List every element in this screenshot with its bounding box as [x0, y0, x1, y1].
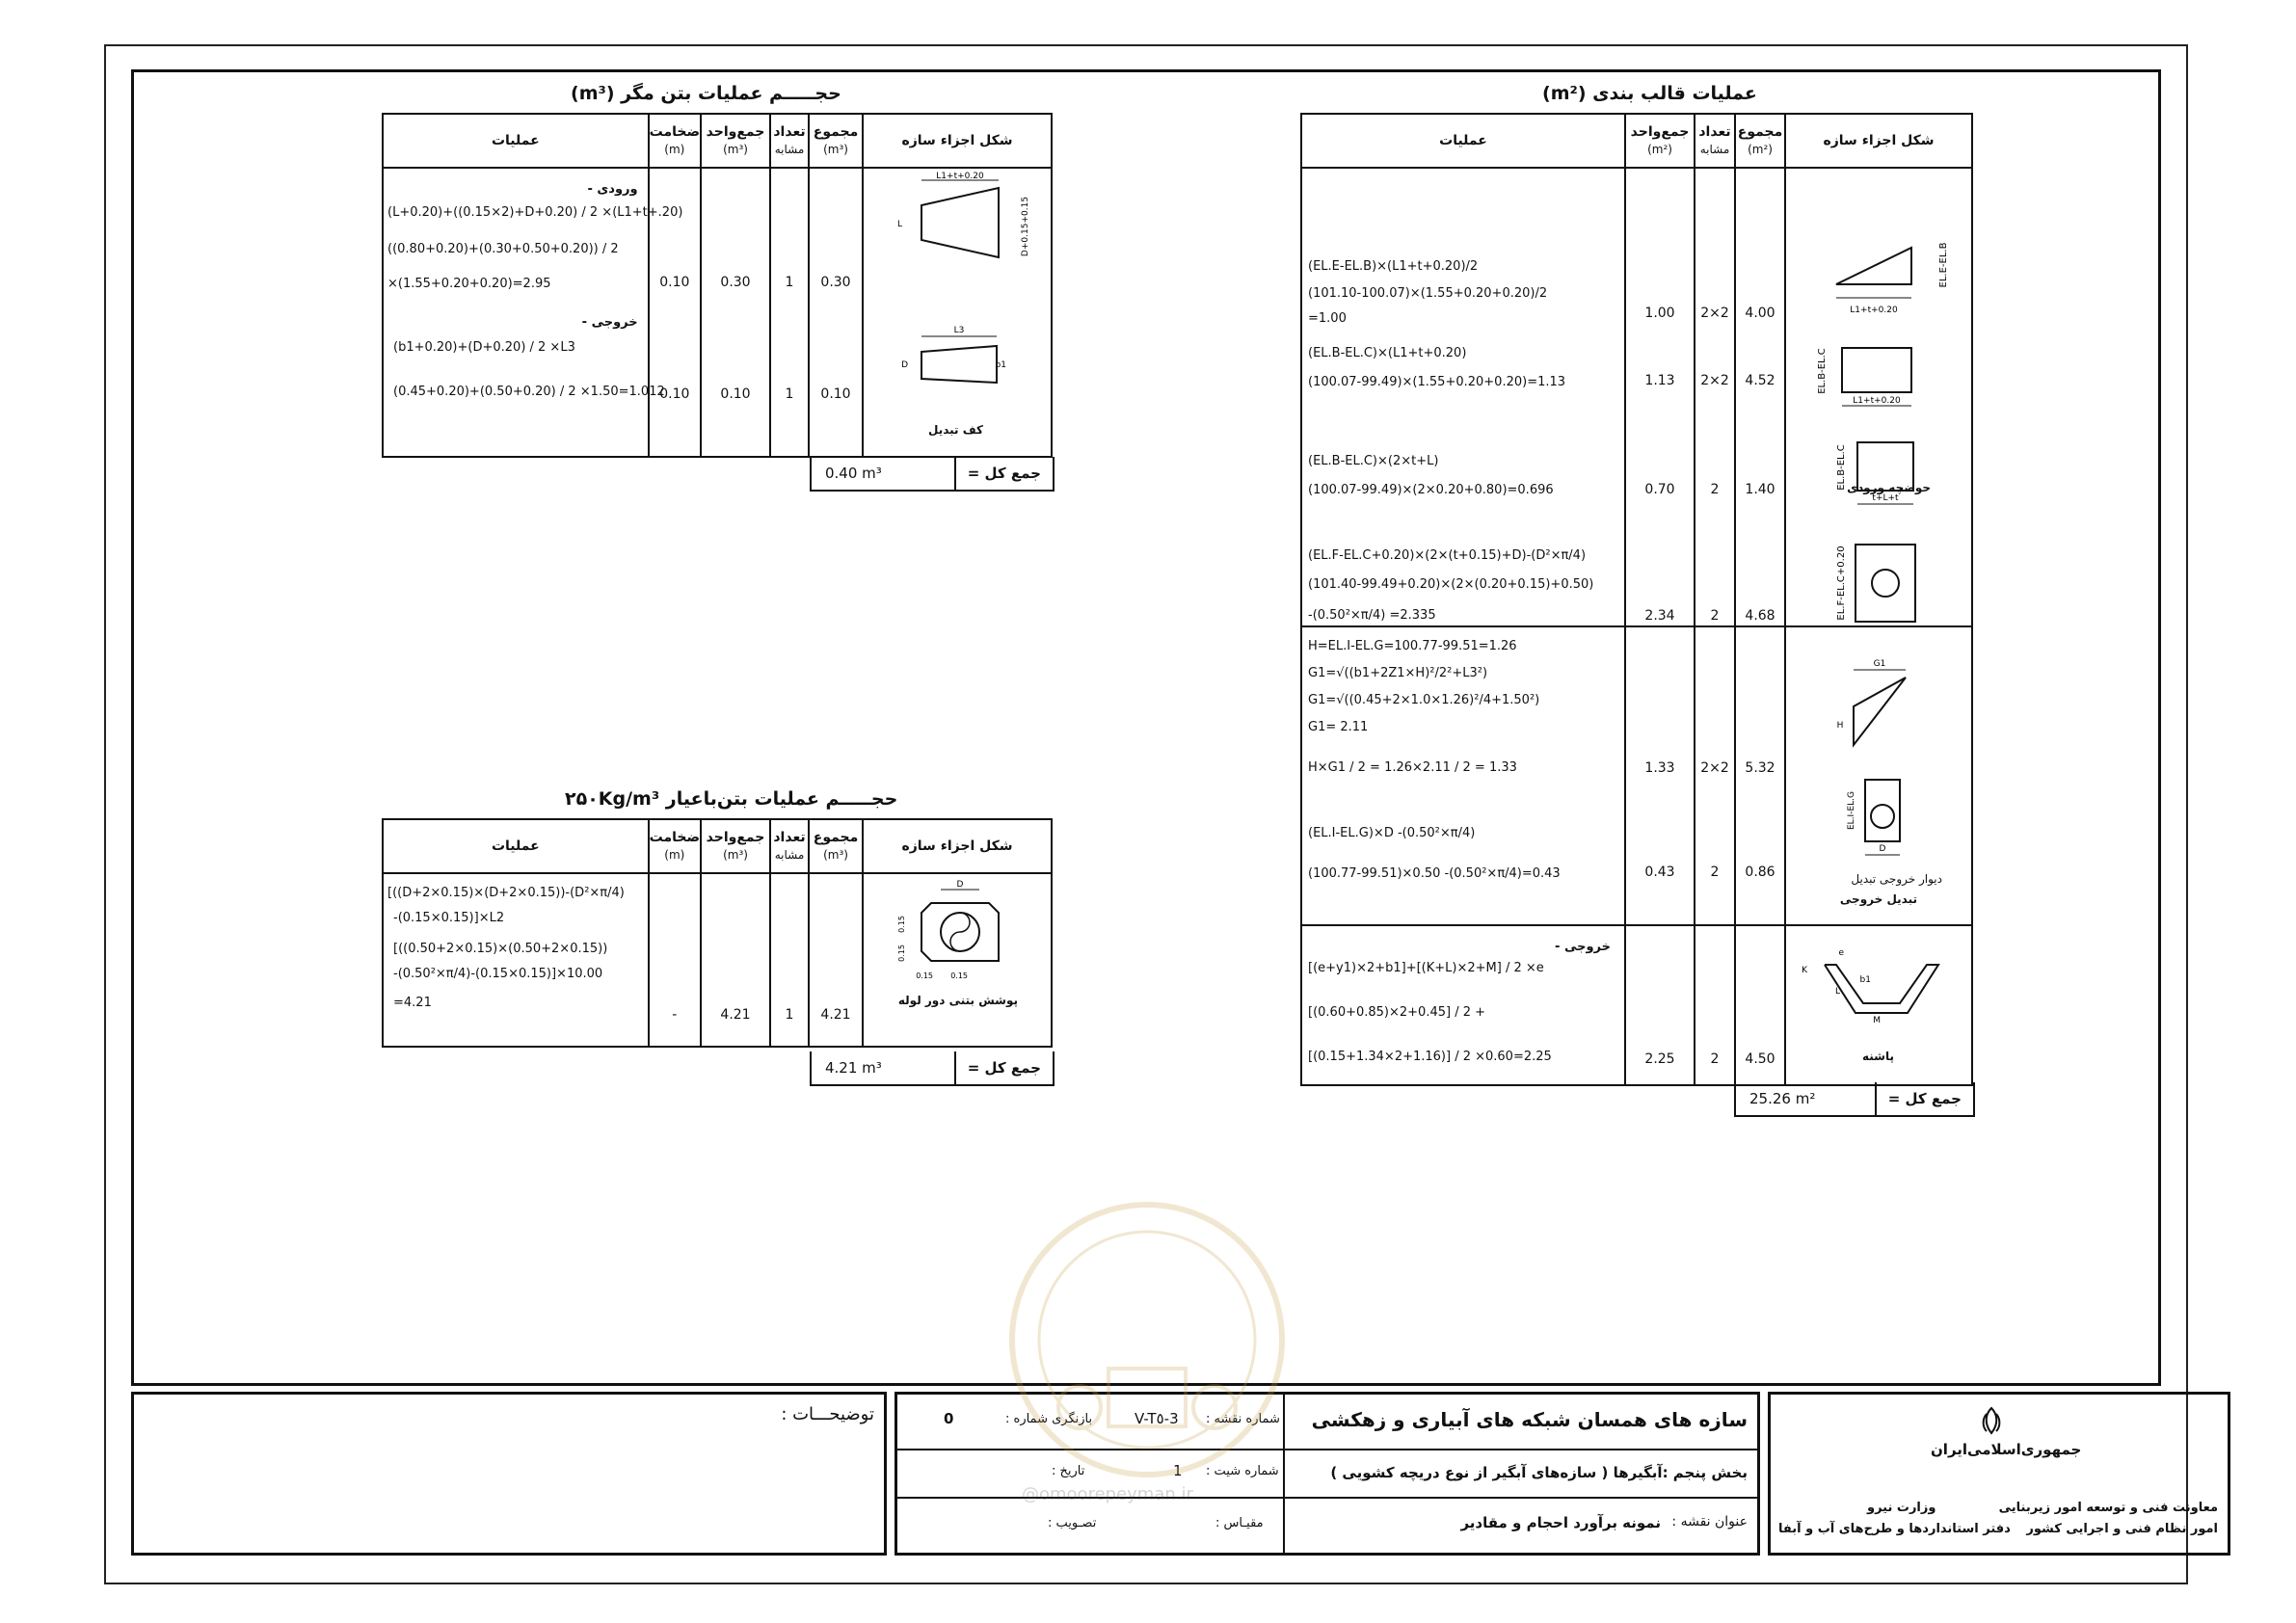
structural-unit-cell [701, 873, 770, 1047]
header-operations: عملیات [383, 114, 649, 168]
total-value: 25.26 m² [1736, 1082, 1877, 1115]
unit-value: 0.10 [720, 386, 751, 402]
total-value: 5.32 [1745, 760, 1775, 776]
heel-label: پاشنه [1862, 1050, 1894, 1063]
header-count: تعداد مشابه [770, 114, 809, 168]
count-value: 2 [1710, 608, 1720, 624]
op-line: [(0.15+1.34×2+1.16)] / 2 ×0.60=2.25 [1308, 1050, 1552, 1064]
svg-text:L1+t+0.20: L1+t+0.20 [936, 172, 984, 181]
op-line: G1=√((b1+2Z1×H)²/2²+L3²) [1308, 666, 1488, 680]
total-value: 4.50 [1745, 1051, 1775, 1067]
formwork-ops-cell [1301, 626, 1625, 925]
section-title: بخش پنجم :آبگیرها ( سازه‌های آبگیر از نوع دریچه کشویی ) [1330, 1464, 1748, 1481]
formwork-table [1300, 113, 1973, 1086]
formwork-unit-cell [1625, 168, 1695, 626]
shape-cell-inlet [1785, 168, 1972, 626]
svg-text:L3: L3 [953, 326, 965, 335]
shape-cell-pipe-encasement [863, 873, 1052, 1047]
svg-text:b1: b1 [1859, 975, 1871, 985]
shape-cell-transition-floor [863, 168, 1052, 457]
lean-unit-cell [701, 168, 770, 457]
formwork-ops-cell [1301, 168, 1625, 626]
total-value: 0.10 [820, 386, 851, 402]
total-label: جمع کل = [1887, 1090, 1962, 1107]
op-line: (L+0.20)+((0.15×2)+D+0.20) / 2 ×(L1+t+.20) [387, 205, 683, 220]
approval-label: تصـویب : [1048, 1516, 1097, 1530]
header-unit-sum: جمع‌واحد (m²) [1625, 114, 1695, 168]
op-line: (100.07-99.49)×(2×0.20+0.80)=0.696 [1308, 483, 1554, 497]
op-line: (101.40-99.49+0.20)×(2×(0.20+0.15)+0.50) [1308, 577, 1594, 592]
total-value: 4.21 [820, 1007, 851, 1023]
formwork-count-cell [1695, 168, 1735, 626]
org-line-1: معاونت فنی و توسعه امور زیربنایی [1998, 1501, 2218, 1515]
inlet-label: حوضچه ورودی [1847, 481, 1931, 494]
drawing-title: نمونه برآورد احجام و مقادیر [1460, 1514, 1661, 1531]
svg-text:b1: b1 [995, 360, 1006, 370]
total-value: 4.68 [1745, 608, 1775, 624]
revision-label: بازنگری شماره : [1005, 1412, 1093, 1426]
watermark-seal-icon [1002, 1195, 1292, 1484]
formwork-total-box [1734, 1082, 1975, 1117]
count-value: 2×2 [1700, 760, 1729, 776]
svg-text:L1+t+0.20: L1+t+0.20 [1853, 396, 1901, 406]
count-value: 1 [785, 275, 794, 290]
header-count: تعداد مشابه [1695, 114, 1735, 168]
svg-text:L1+t+0.20: L1+t+0.20 [1850, 306, 1898, 315]
op-line: (0.45+0.20)+(0.50+0.20) / 2 ×1.50=1.012 [393, 385, 665, 399]
pipe-encasement-label: پوشش بتنی دور لوله [897, 994, 1018, 1007]
svg-text:D: D [901, 360, 908, 370]
svg-text:EL.I-EL.G: EL.I-EL.G [1847, 791, 1856, 830]
lean-total-cell [809, 168, 863, 457]
header-unit-sum: جمع‌واحد (m³) [701, 114, 770, 168]
op-line: (EL.E-EL.B)×(L1+t+0.20)/2 [1308, 259, 1479, 274]
op-line: (EL.B-EL.C)×(L1+t+0.20) [1308, 346, 1467, 360]
svg-text:M: M [1873, 1016, 1881, 1025]
formwork-unit-cell [1625, 626, 1695, 925]
header-shape: شکل اجزاء سازه [863, 819, 1052, 873]
total-value: 0.30 [820, 275, 851, 290]
svg-text:EL.B-EL.C: EL.B-EL.C [1817, 348, 1828, 394]
drawing-title-label: عنوان نقشه : [1671, 1514, 1748, 1530]
op-line: G1= 2.11 [1308, 720, 1369, 734]
svg-text:0.15+D+0.15: 0.15+D+0.15 [1021, 196, 1030, 257]
count-value: 1 [785, 386, 794, 402]
lean-concrete-title: حجـــــم عملیات بتن مگر (m³) [571, 83, 841, 104]
op-line: [(e+y1)×2+b1]+[(K+L)×2+M] / 2 ×e [1308, 961, 1544, 975]
pipe-encasement-drawing [864, 874, 1051, 1048]
op-line: H=EL.I-EL.G=100.77-99.51=1.26 [1308, 639, 1517, 653]
unit-value: 2.34 [1644, 608, 1675, 624]
op-line: (EL.I-EL.G)×D -(0.50²×π/4) [1308, 826, 1476, 840]
outlet-wall-label: دیوار خروجی تبدیل [1851, 872, 1942, 886]
issuer-box [1768, 1392, 2230, 1556]
op-line: [(0.60+0.85)×2+0.45] / 2 + [1308, 1005, 1486, 1020]
header-thickness: ضخامت (m) [649, 819, 701, 873]
op-line: (101.10-100.07)×(1.55+0.20+0.20)/2 [1308, 286, 1548, 301]
svg-text:EL.F-EL.C+0.20: EL.F-EL.C+0.20 [1836, 545, 1847, 621]
svg-text:0.15: 0.15 [916, 971, 933, 980]
scale-label: مقیـاس : [1215, 1516, 1264, 1530]
total-value: 4.00 [1745, 306, 1775, 321]
svg-text:0.15: 0.15 [950, 971, 968, 980]
op-line: (b1+0.20)+(D+0.20) / 2 ×L3 [393, 340, 575, 355]
header-total: مجموع (m³) [809, 114, 863, 168]
op-line: G1=√((0.45+2×1.0×1.26)²/4+1.50²) [1308, 693, 1540, 707]
outlet-label: تبدیل خروجی [1839, 892, 1917, 906]
header-total: مجموع (m²) [1735, 114, 1785, 168]
revision-no: 0 [944, 1410, 954, 1427]
header-unit-sum: جمع‌واحد (m³) [701, 819, 770, 873]
svg-text:EL.E-EL.B: EL.E-EL.B [1938, 242, 1949, 288]
total-value: 4.21 m³ [812, 1051, 956, 1084]
structural-concrete-title: حجـــــم عملیات بتن‌باعیار ۲۵۰Kg/m³ [565, 788, 898, 810]
svg-text:t+L+t: t+L+t [1872, 493, 1899, 503]
structural-ops-cell [383, 873, 649, 1047]
op-line: - خروجی [581, 315, 638, 330]
unit-value: 4.21 [720, 1007, 751, 1023]
lean-total-box [810, 457, 1055, 492]
notes-label: توضیحـــات : [781, 1404, 874, 1424]
inlet-shapes-drawing [1786, 169, 1971, 627]
unit-value: 1.33 [1644, 760, 1675, 776]
unit-value: 1.13 [1644, 373, 1675, 388]
formwork-unit-cell [1625, 925, 1695, 1085]
project-title: سازه های همسان شبکه های آبیاری و زهکشی [1311, 1408, 1748, 1431]
op-line: (100.07-99.49)×(1.55+0.20+0.20)=1.13 [1308, 375, 1566, 389]
svg-text:G1: G1 [1873, 659, 1886, 669]
count-value: 2 [1710, 1051, 1720, 1067]
svg-text:K: K [1802, 966, 1807, 975]
count-value: 2×2 [1700, 306, 1729, 321]
formwork-total-cell [1735, 168, 1785, 626]
formwork-count-cell [1695, 925, 1735, 1085]
structural-count-cell [770, 873, 809, 1047]
unit-value: 0.70 [1644, 482, 1675, 497]
watermark-logo [1002, 1195, 1292, 1513]
op-line: (EL.F-EL.C+0.20)×(2×(t+0.15)+D)-(D²×π/4) [1308, 548, 1587, 563]
ministry-name: وزارت نیرو [1867, 1501, 1936, 1515]
header-operations: عملیات [1301, 114, 1625, 168]
org-line-2: امور نظام فنی و اجرایی کشور [2026, 1522, 2218, 1536]
structural-concrete-table [382, 818, 1053, 1048]
op-line: (EL.B-EL.C)×(2×t+L) [1308, 454, 1439, 468]
thickness-value: 0.10 [659, 386, 690, 402]
count-value: 2 [1710, 482, 1720, 497]
total-value: 0.40 m³ [812, 457, 956, 490]
drawing-no-label: شماره نقشه : [1206, 1412, 1280, 1426]
sheet-no-label: شماره شیت : [1206, 1464, 1279, 1478]
sheet-no: 1 [1173, 1462, 1183, 1479]
formwork-count-cell [1695, 626, 1735, 925]
header-shape: شکل اجزاء سازه [1785, 114, 1972, 168]
date-label: تاریخ : [1052, 1464, 1085, 1478]
count-value: 2×2 [1700, 373, 1729, 388]
unit-value: 1.00 [1644, 306, 1675, 321]
svg-text:D: D [1879, 844, 1886, 854]
transition-floor-drawing [864, 169, 1051, 458]
shape-cell-heel [1785, 925, 1972, 1085]
iran-emblem-icon [1977, 1406, 2006, 1441]
unit-value: 0.43 [1644, 865, 1675, 880]
svg-text:EL.B-EL.C: EL.B-EL.C [1836, 444, 1847, 491]
formwork-total-cell [1735, 626, 1785, 925]
structural-total-box [810, 1051, 1055, 1086]
svg-text:H: H [1836, 721, 1844, 731]
thickness-value: 0.10 [659, 275, 690, 290]
formwork-ops-cell [1301, 925, 1625, 1085]
total-label: جمع کل = [967, 465, 1041, 482]
op-line: (100.77-99.51)×0.50 -(0.50²×π/4)=0.43 [1308, 866, 1561, 881]
country-name: جمهوری‌اسلامی‌ایران [1931, 1441, 2082, 1458]
op-line: [((0.50+2×0.15)×(0.50+2×0.15)) [393, 942, 608, 956]
op-line: ((0.80+0.20)+(0.30+0.50+0.20)) / 2 [387, 242, 619, 256]
svg-text:0.15: 0.15 [897, 945, 906, 962]
lean-count-cell [770, 168, 809, 457]
header-shape: شکل اجزاء سازه [863, 114, 1052, 168]
count-value: 1 [785, 1007, 794, 1023]
op-line: H×G1 / 2 = 1.26×2.11 / 2 = 1.33 [1308, 760, 1517, 775]
lean-concrete-table [382, 113, 1053, 458]
total-value: 1.40 [1745, 482, 1775, 497]
op-line: ×(1.55+0.20+0.20)=2.95 [387, 277, 551, 291]
op-line: -(0.15×0.15)]×L2 [393, 911, 505, 925]
header-total: مجموع (m³) [809, 819, 863, 873]
formwork-total-cell [1735, 925, 1785, 1085]
total-label: جمع کل = [967, 1059, 1041, 1077]
op-line: -(0.50²×π/4)-(0.15×0.15)]×10.00 [393, 967, 603, 981]
unit-value: 0.30 [720, 275, 751, 290]
count-value: 2 [1710, 865, 1720, 880]
svg-text:D: D [956, 880, 964, 890]
office-name: دفتر استانداردها و طرح‌های آب و آبفا [1778, 1522, 2011, 1536]
lean-ops-cell [383, 168, 683, 457]
op-line: [((D+2×0.15)×(D+2×0.15))-(D²×π/4) [387, 886, 625, 900]
op-line: -(0.50²×π/4) =2.335 [1308, 608, 1436, 623]
unit-value: 2.25 [1644, 1051, 1675, 1067]
svg-text:L: L [1834, 987, 1840, 997]
svg-text:L: L [896, 220, 902, 229]
header-thickness: ضخامت (m) [649, 114, 701, 168]
formwork-title: عملیات قالب بندی (m²) [1542, 83, 1757, 104]
svg-text:0.15: 0.15 [897, 916, 906, 933]
drawing-no: V-T٥-3 [1135, 1410, 1179, 1427]
transition-floor-label: کف تبدیل [928, 423, 983, 437]
header-count: تعداد مشابه [770, 819, 809, 873]
notes-box [131, 1392, 887, 1556]
structural-thickness-cell [649, 873, 701, 1047]
op-line: =4.21 [393, 996, 432, 1010]
op-line: - خروجی [1555, 940, 1611, 954]
structural-total-cell [809, 873, 863, 1047]
header-operations: عملیات [383, 819, 649, 873]
total-value: 4.52 [1745, 373, 1775, 388]
watermark-text: @omoorepeyman.ir [1022, 1484, 1193, 1504]
svg-text:e: e [1838, 948, 1844, 958]
thickness-value: - [672, 1007, 678, 1023]
op-line: =1.00 [1308, 311, 1347, 326]
op-line: - ورودی [587, 182, 638, 197]
total-value: 0.86 [1745, 865, 1775, 880]
